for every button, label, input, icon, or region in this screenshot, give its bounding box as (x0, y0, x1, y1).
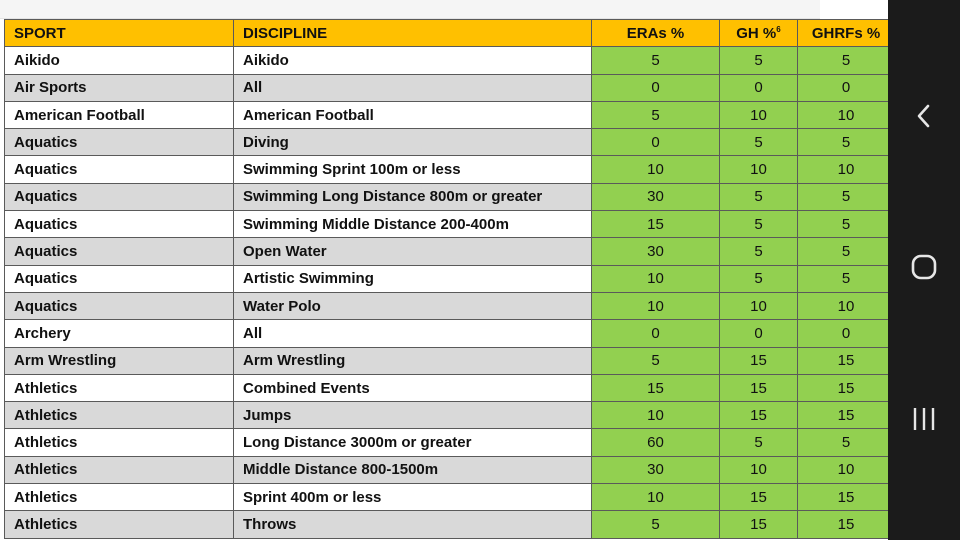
cell-gh: 5 (720, 129, 798, 156)
cell-eras: 15 (592, 211, 720, 238)
table-row (5, 484, 889, 511)
cell-discipline: Artistic Swimming (234, 265, 592, 292)
cell-sport: Aquatics (5, 238, 234, 265)
table-row (5, 47, 889, 74)
table-row (5, 374, 889, 401)
back-icon (914, 103, 934, 129)
table-row (5, 456, 889, 483)
cell-sport: Arm Wrestling (5, 347, 234, 374)
cell-eras: 10 (592, 265, 720, 292)
cell-discipline: Diving (234, 129, 592, 156)
cell-gh: 15 (720, 511, 798, 538)
cell-eras: 5 (592, 47, 720, 74)
cell-eras: 5 (592, 101, 720, 128)
cell-eras: 10 (592, 156, 720, 183)
header-ghrfs: GHRFs % (798, 20, 889, 47)
table-row (5, 183, 889, 210)
cell-sport: Archery (5, 320, 234, 347)
cell-eras: 0 (592, 74, 720, 101)
cell-eras: 10 (592, 292, 720, 319)
cell-ghrfs: 15 (798, 374, 889, 401)
cell-sport: Air Sports (5, 74, 234, 101)
cell-eras: 0 (592, 129, 720, 156)
header-sport: SPORT (5, 20, 234, 47)
cell-discipline: Swimming Sprint 100m or less (234, 156, 592, 183)
cell-ghrfs: 15 (798, 484, 889, 511)
table-row (5, 265, 889, 292)
cell-ghrfs: 10 (798, 101, 889, 128)
cell-ghrfs: 5 (798, 265, 889, 292)
table-row (5, 129, 889, 156)
cell-ghrfs: 5 (798, 183, 889, 210)
cell-sport: Aikido (5, 47, 234, 74)
cell-ghrfs: 15 (798, 511, 889, 538)
cell-eras: 5 (592, 347, 720, 374)
cell-gh: 5 (720, 47, 798, 74)
cell-discipline: American Football (234, 101, 592, 128)
header-eras: ERAs % (592, 20, 720, 47)
cell-sport: Aquatics (5, 183, 234, 210)
cell-sport: Aquatics (5, 265, 234, 292)
cell-discipline: Middle Distance 800-1500m (234, 456, 592, 483)
cell-discipline: Open Water (234, 238, 592, 265)
cell-discipline: Jumps (234, 402, 592, 429)
cell-gh: 15 (720, 402, 798, 429)
header-discipline: DISCIPLINE (234, 20, 592, 47)
cell-ghrfs: 5 (798, 47, 889, 74)
cell-ghrfs: 10 (798, 292, 889, 319)
cell-ghrfs: 0 (798, 320, 889, 347)
cell-ghrfs: 10 (798, 456, 889, 483)
table-row (5, 511, 889, 538)
cell-gh: 15 (720, 347, 798, 374)
recent-apps-icon (911, 406, 937, 432)
cell-sport: Athletics (5, 374, 234, 401)
cell-discipline: Water Polo (234, 292, 592, 319)
cell-discipline: Combined Events (234, 374, 592, 401)
table-row (5, 320, 889, 347)
cell-sport: Athletics (5, 484, 234, 511)
cell-sport: American Football (5, 101, 234, 128)
back-button[interactable] (904, 96, 944, 136)
cell-eras: 30 (592, 238, 720, 265)
cell-ghrfs: 5 (798, 211, 889, 238)
cell-eras: 10 (592, 402, 720, 429)
table-row (5, 101, 889, 128)
cell-eras: 30 (592, 456, 720, 483)
cell-discipline: Swimming Long Distance 800m or greater (234, 183, 592, 210)
cell-eras: 5 (592, 511, 720, 538)
cell-discipline: Aikido (234, 47, 592, 74)
table-body (5, 47, 889, 538)
cell-discipline: Arm Wrestling (234, 347, 592, 374)
table-header-row (5, 20, 889, 47)
cell-ghrfs: 0 (798, 74, 889, 101)
table-row (5, 156, 889, 183)
page-top-edge (0, 0, 820, 19)
android-navigation-bar (888, 0, 960, 540)
table-row (5, 292, 889, 319)
cell-gh: 5 (720, 429, 798, 456)
cell-gh: 0 (720, 74, 798, 101)
cell-sport: Athletics (5, 402, 234, 429)
cell-discipline: Sprint 400m or less (234, 484, 592, 511)
table-row (5, 238, 889, 265)
cell-sport: Aquatics (5, 292, 234, 319)
cell-discipline: All (234, 74, 592, 101)
cell-eras: 30 (592, 183, 720, 210)
sport-risk-table (4, 19, 888, 539)
header-gh-label: GH % (736, 24, 777, 42)
cell-gh: 0 (720, 320, 798, 347)
cell-discipline: All (234, 320, 592, 347)
cell-sport: Athletics (5, 511, 234, 538)
recent-apps-button[interactable] (904, 399, 944, 439)
table-row (5, 402, 889, 429)
cell-gh: 5 (720, 265, 798, 292)
cell-discipline: Long Distance 3000m or greater (234, 429, 592, 456)
cell-eras: 0 (592, 320, 720, 347)
table-row (5, 74, 889, 101)
home-icon (910, 253, 938, 281)
cell-sport: Aquatics (5, 129, 234, 156)
cell-sport: Athletics (5, 429, 234, 456)
cell-discipline: Swimming Middle Distance 200-400m (234, 211, 592, 238)
table-row (5, 429, 889, 456)
cell-gh: 10 (720, 101, 798, 128)
cell-gh: 5 (720, 211, 798, 238)
cell-sport: Aquatics (5, 156, 234, 183)
cell-ghrfs: 5 (798, 129, 889, 156)
cell-gh: 5 (720, 183, 798, 210)
cell-ghrfs: 15 (798, 347, 889, 374)
cell-sport: Athletics (5, 456, 234, 483)
cell-eras: 10 (592, 484, 720, 511)
cell-ghrfs: 10 (798, 156, 889, 183)
cell-gh: 5 (720, 238, 798, 265)
cell-eras: 60 (592, 429, 720, 456)
table-row (5, 347, 889, 374)
cell-ghrfs: 5 (798, 238, 889, 265)
cell-ghrfs: 5 (798, 429, 889, 456)
table-row (5, 211, 889, 238)
cell-gh: 15 (720, 374, 798, 401)
cell-gh: 10 (720, 456, 798, 483)
home-button[interactable] (904, 247, 944, 287)
cell-gh: 10 (720, 156, 798, 183)
cell-discipline: Throws (234, 511, 592, 538)
cell-gh: 10 (720, 292, 798, 319)
cell-gh: 15 (720, 484, 798, 511)
cell-eras: 15 (592, 374, 720, 401)
header-gh (720, 20, 798, 47)
cell-sport: Aquatics (5, 211, 234, 238)
cell-ghrfs: 15 (798, 402, 889, 429)
header-gh-footnote: 6 (776, 24, 781, 34)
